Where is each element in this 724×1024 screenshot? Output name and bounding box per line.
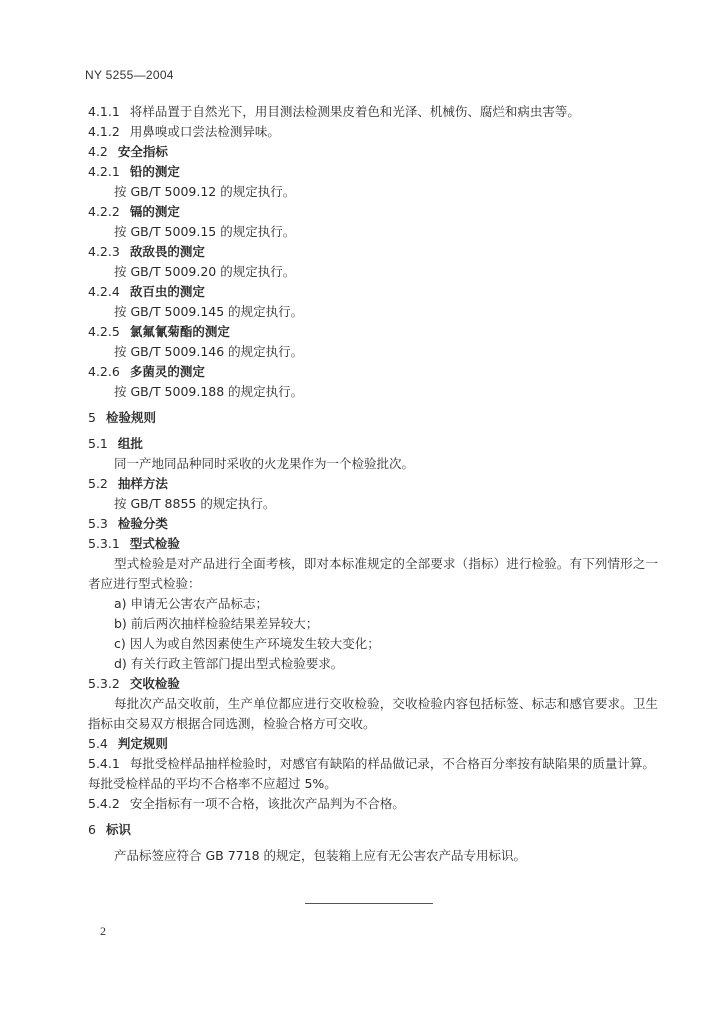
- heading-text: 检验规则: [105, 410, 156, 425]
- document-code-header: NY 5255—2004: [85, 68, 174, 82]
- clause-number: 5: [88, 410, 96, 425]
- clause-text: 安全指标有一项不合格，该批次产品判为不合格。: [129, 796, 405, 811]
- heading-4-2-6: [88, 362, 658, 382]
- body-line: 按 GB/T 5009.12 的规定执行。: [114, 184, 296, 199]
- body-line: 按 GB/T 5009.145 的规定执行。: [114, 304, 304, 319]
- clause-number: 5.2: [88, 476, 108, 491]
- clause-4-1-1: [88, 102, 658, 122]
- heading-4-2-2: [88, 202, 658, 222]
- list-item: a) 申请无公害农产品标志；: [114, 596, 269, 611]
- heading-text: 判定规则: [117, 736, 168, 751]
- body-line: 同一产地同品种同时采收的火龙果作为一个检验批次。: [114, 456, 415, 471]
- heading-5-3: [88, 514, 658, 534]
- heading-text: 型式检验: [129, 536, 180, 551]
- heading-5: [88, 408, 658, 428]
- paragraph: 型式检验是对产品进行全面考核，即对本标准规定的全部要求（指标）进行检验。有下列情形之一者应进行型式检验：: [88, 556, 658, 591]
- heading-5-2: [88, 474, 658, 494]
- clause-number: 4.2.6: [88, 364, 120, 379]
- clause-number: 6: [88, 822, 96, 837]
- clause-number: 4.2.3: [88, 244, 120, 259]
- clause-number: 4.2: [88, 144, 108, 159]
- body-line: 按 GB/T 5009.188 的规定执行。: [114, 384, 304, 399]
- page-number: 2: [100, 924, 106, 938]
- heading-text: 组批: [117, 436, 143, 451]
- heading-5-3-1: [88, 534, 658, 554]
- clause-5-4-1: [88, 754, 658, 794]
- end-rule: [305, 903, 433, 904]
- heading-text: 敌敌畏的测定: [129, 244, 205, 259]
- body-line: 按 GB/T 5009.15 的规定执行。: [114, 224, 296, 239]
- heading-4-2-3: [88, 242, 658, 262]
- clause-text: 用鼻嗅或口尝法检测异味。: [129, 124, 280, 139]
- clause-number: 4.2.2: [88, 204, 120, 219]
- clause-number: 5.1: [88, 436, 108, 451]
- heading-text: 检验分类: [117, 516, 168, 531]
- heading-text: 抽样方法: [117, 476, 168, 491]
- heading-5-4: [88, 734, 658, 754]
- heading-6: [88, 820, 658, 840]
- heading-text: 氯氟氰菊酯的测定: [129, 324, 230, 339]
- heading-text: 安全指标: [117, 144, 168, 159]
- clause-number: 4.2.1: [88, 164, 120, 179]
- heading-text: 标识: [105, 822, 131, 837]
- clause-number: 5.4.1: [88, 756, 120, 771]
- heading-4-2-4: [88, 282, 658, 302]
- clause-text: 每批受检样品抽样检验时，对感官有缺陷的样品做记录，不合格百分率按有缺陷果的质量计算。每批受检样品的平均不合格率不应超过 5%。: [88, 756, 655, 791]
- heading-text: 交收检验: [129, 676, 180, 691]
- paragraph: 每批次产品交收前，生产单位都应进行交收检验，交收检验内容包括标签、标志和感官要求。卫生指标由交易双方根据合同选测，检验合格方可交收。: [88, 696, 658, 731]
- heading-text: 铅的测定: [129, 164, 180, 179]
- list-item: c) 因人为或自然因素使生产环境发生较大变化；: [114, 636, 380, 651]
- clause-number: 4.1.2: [88, 124, 120, 139]
- list-item: b) 前后两次抽样检验结果差异较大；: [114, 616, 319, 631]
- heading-4-2: [88, 142, 658, 162]
- body-line: 按 GB/T 5009.20 的规定执行。: [114, 264, 296, 279]
- clause-4-1-2: [88, 122, 658, 142]
- heading-text: 敌百虫的测定: [129, 284, 205, 299]
- heading-4-2-5: [88, 322, 658, 342]
- heading-4-2-1: [88, 162, 658, 182]
- body-line: 产品标签应符合 GB 7718 的规定，包装箱上应有无公害农产品专用标识。: [114, 848, 526, 863]
- clause-number: 5.4.2: [88, 796, 120, 811]
- clause-number: 4.2.4: [88, 284, 120, 299]
- heading-text: 镉的测定: [129, 204, 180, 219]
- clause-number: 5.3: [88, 516, 108, 531]
- body-line: 按 GB/T 5009.146 的规定执行。: [114, 344, 304, 359]
- document-body: [88, 102, 658, 866]
- clause-number: 4.2.5: [88, 324, 120, 339]
- clause-number: 5.3.2: [88, 676, 120, 691]
- clause-5-4-2: [88, 794, 658, 814]
- clause-number: 5.3.1: [88, 536, 120, 551]
- heading-5-3-2: [88, 674, 658, 694]
- heading-5-1: [88, 434, 658, 454]
- clause-text: 将样品置于自然光下，用目测法检测果皮着色和光泽、机械伤、腐烂和病虫害等。: [129, 104, 580, 119]
- clause-number: 5.4: [88, 736, 108, 751]
- heading-text: 多菌灵的测定: [129, 364, 205, 379]
- list-item: d) 有关行政主管部门提出型式检验要求。: [114, 656, 344, 671]
- clause-number: 4.1.1: [88, 104, 120, 119]
- body-line: 按 GB/T 8855 的规定执行。: [114, 496, 276, 511]
